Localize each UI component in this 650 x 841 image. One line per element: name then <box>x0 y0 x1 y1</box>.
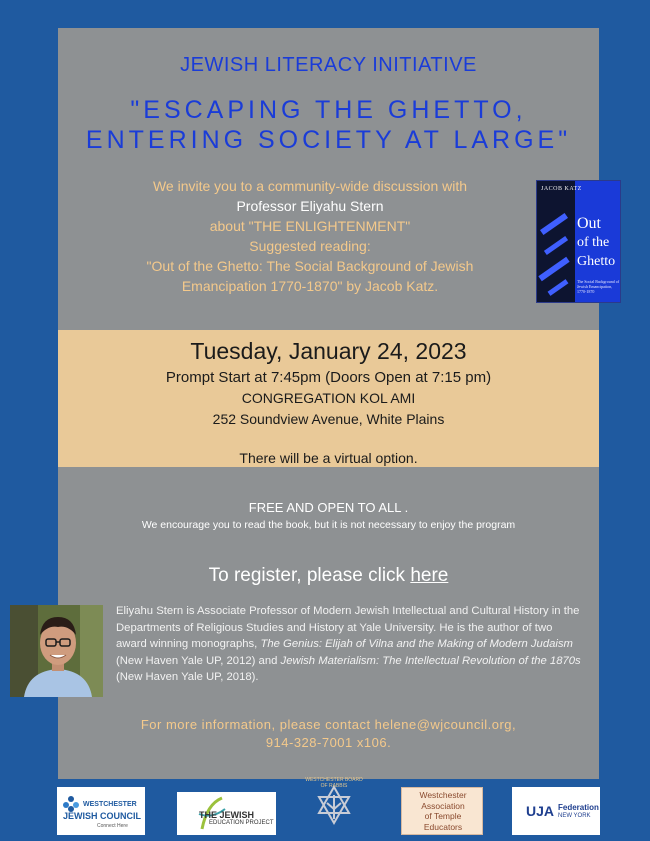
bio-text-1: Eliyahu Stern is Associate Professor of Modern Jewish Intellectual and Cultural History in the Departments of Religious Studies and History at Yale University. He is the author of two award winning monographs, <box>116 605 580 650</box>
book-title-3: Ghetto <box>577 254 616 269</box>
book-title-2: of the <box>577 235 610 250</box>
wjc-icon <box>61 793 81 813</box>
wjc-line-1: WESTCHESTER <box>83 801 137 808</box>
title-line-2: ENTERING SOCIETY AT LARGE" <box>85 126 572 154</box>
uja-line-2: Federation <box>558 803 599 812</box>
uja-line-3: NEW YORK <box>558 813 591 819</box>
title-line-1: "ESCAPING THE GHETTO, <box>130 96 527 124</box>
speaker-bio <box>116 603 586 686</box>
event-title <box>58 95 599 155</box>
reading-title-1: "Out of the Ghetto: The Social Background of Jewish <box>146 258 474 274</box>
register-line <box>58 565 599 587</box>
contact-info <box>58 716 599 752</box>
book-author: JACOB KATZ <box>541 186 582 192</box>
invitation-text <box>100 176 520 296</box>
westchester-temple-educators-logo <box>401 787 483 835</box>
intro-line-1: We invite you to a community-wide discussion with <box>152 178 468 194</box>
uja-federation-logo <box>512 787 600 835</box>
free-notice: FREE AND OPEN TO ALL . <box>248 500 409 515</box>
bio-book-2: Jewish Materialism: The Intellectual Revolution of the 1870s <box>280 654 581 667</box>
jep-line-2: EDUCATION PROJECT <box>209 820 274 826</box>
bio-book-1: The Genius: Elijah of Vilna and the Making of Modern Judaism <box>260 638 573 650</box>
jewish-education-project-logo <box>177 792 276 835</box>
topic-line: about "THE ENLIGHTENMENT" <box>209 218 411 234</box>
wjc-line-3: Connect Here <box>97 823 128 829</box>
contact-line-1: For more information, please contact helene@wjcouncil.org, <box>140 717 517 732</box>
jep-line-1: THE JEWISH <box>199 810 255 820</box>
event-time: Prompt Start at 7:45pm (Doors Open at 7:15 pm) <box>165 369 492 386</box>
westchester-jewish-council-logo <box>57 787 145 835</box>
contact-line-2: 914-328-7001 x106. <box>265 735 392 750</box>
wate-line-3: of Temple <box>424 811 462 821</box>
book-title-1: Out <box>577 215 601 232</box>
register-prefix: To register, please click <box>208 565 411 586</box>
speaker-name: Professor Eliyahu Stern <box>236 198 384 214</box>
bio-text-3: (New Haven Yale UP, 2018). <box>116 671 259 683</box>
reading-label: Suggested reading: <box>249 238 371 254</box>
event-venue: CONGREGATION KOL AMI <box>241 390 416 406</box>
bio-text-2: (New Haven Yale UP, 2012) and <box>116 654 281 667</box>
wjc-line-2: JEWISH COUNCIL <box>63 811 142 821</box>
encourage-note: We encourage you to read the book, but it is not necessary to enjoy the program <box>141 519 516 531</box>
uja-line-1: UJA <box>526 803 555 819</box>
wate-line-1: Westchester <box>419 790 467 800</box>
register-link[interactable]: here <box>410 565 449 586</box>
book-cover-image <box>536 180 621 303</box>
speaker-photo <box>10 605 103 697</box>
book-subtitle: The Social Background of Jewish Emancipation, 1770-1870 <box>577 279 620 294</box>
virtual-option: There will be a virtual option. <box>239 450 418 466</box>
event-date: Tuesday, January 24, 2023 <box>190 338 467 364</box>
org-name: JEWISH LITERACY INITIATIVE <box>180 54 477 76</box>
reading-title-2: Emancipation 1770-1870" by Jacob Katz. <box>181 278 439 294</box>
wate-line-4: Educators <box>423 821 463 832</box>
board-rabbis-text: WESTCHESTER BOARD OF RABBIS <box>305 777 363 789</box>
board-of-rabbis-logo <box>305 777 363 835</box>
event-address: 252 Soundview Avenue, White Plains <box>212 411 445 427</box>
wate-line-2: Association <box>421 800 465 811</box>
